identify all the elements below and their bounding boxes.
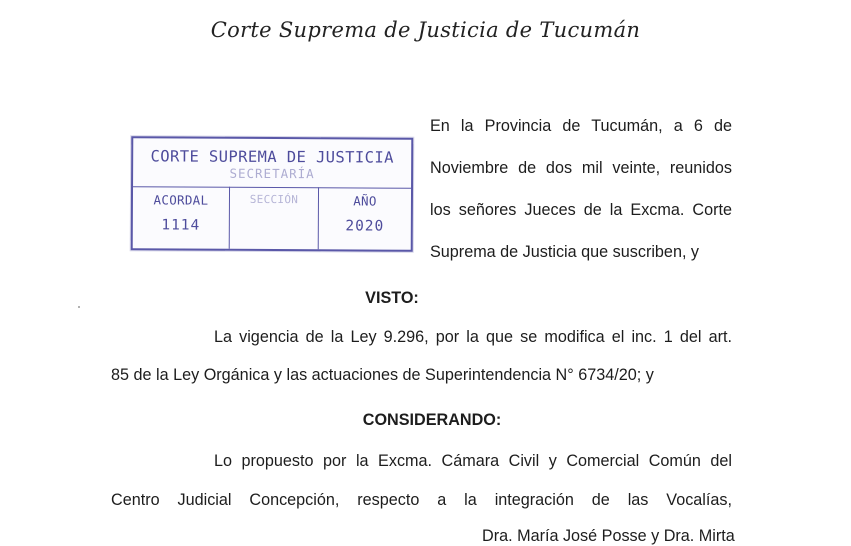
intro-line: En la Provincia de Tucumán, a 6 de <box>430 116 732 136</box>
stamp-header <box>133 138 411 188</box>
considerando-heading: CONSIDERANDO: <box>280 410 584 430</box>
stamp-column-value: 2020 <box>319 218 411 234</box>
visto-line: La vigencia de la Ley 9.296, por la que se modifica el inc. 1 del art. <box>214 327 732 347</box>
stamp-column-value: 1114 <box>133 217 229 234</box>
stamp-title: CORTE SUPREMA DE JUSTICIA <box>133 147 411 166</box>
considerando-line: Lo propuesto por la Excma. Cámara Civil y Comercial Común del <box>214 451 732 471</box>
stamp-column-anio <box>319 187 411 249</box>
scan-speck <box>78 306 80 308</box>
considerando-line: Dra. María José Posse y Dra. Mirta <box>482 526 735 546</box>
visto-heading: VISTO: <box>280 288 504 308</box>
stamp-subtitle: SECRETARÍA <box>133 165 411 181</box>
letterhead-title: Corte Suprema de Justicia de Tucumán <box>0 18 851 42</box>
intro-line: Suprema de Justicia que suscriben, y <box>430 242 699 262</box>
considerando-line: Centro Judicial Concepción, respecto a la integración de las Vocalías, <box>111 490 732 510</box>
intro-line: los señores Jueces de la Excma. Corte <box>430 200 732 220</box>
stamp-column-label: SECCIÓN <box>230 193 318 206</box>
intro-line: Noviembre de dos mil veinte, reunidos <box>430 158 732 178</box>
visto-line: 85 de la Ley Orgánica y las actuaciones de Superintendencia N° 6734/20; y <box>111 365 654 385</box>
stamp-column-acordada <box>133 186 230 249</box>
stamp-column-label: ACORDAL <box>133 192 229 208</box>
stamp-column-label: AÑO <box>319 193 411 208</box>
registry-stamp <box>131 136 414 251</box>
stamp-column-seccion <box>230 187 319 249</box>
